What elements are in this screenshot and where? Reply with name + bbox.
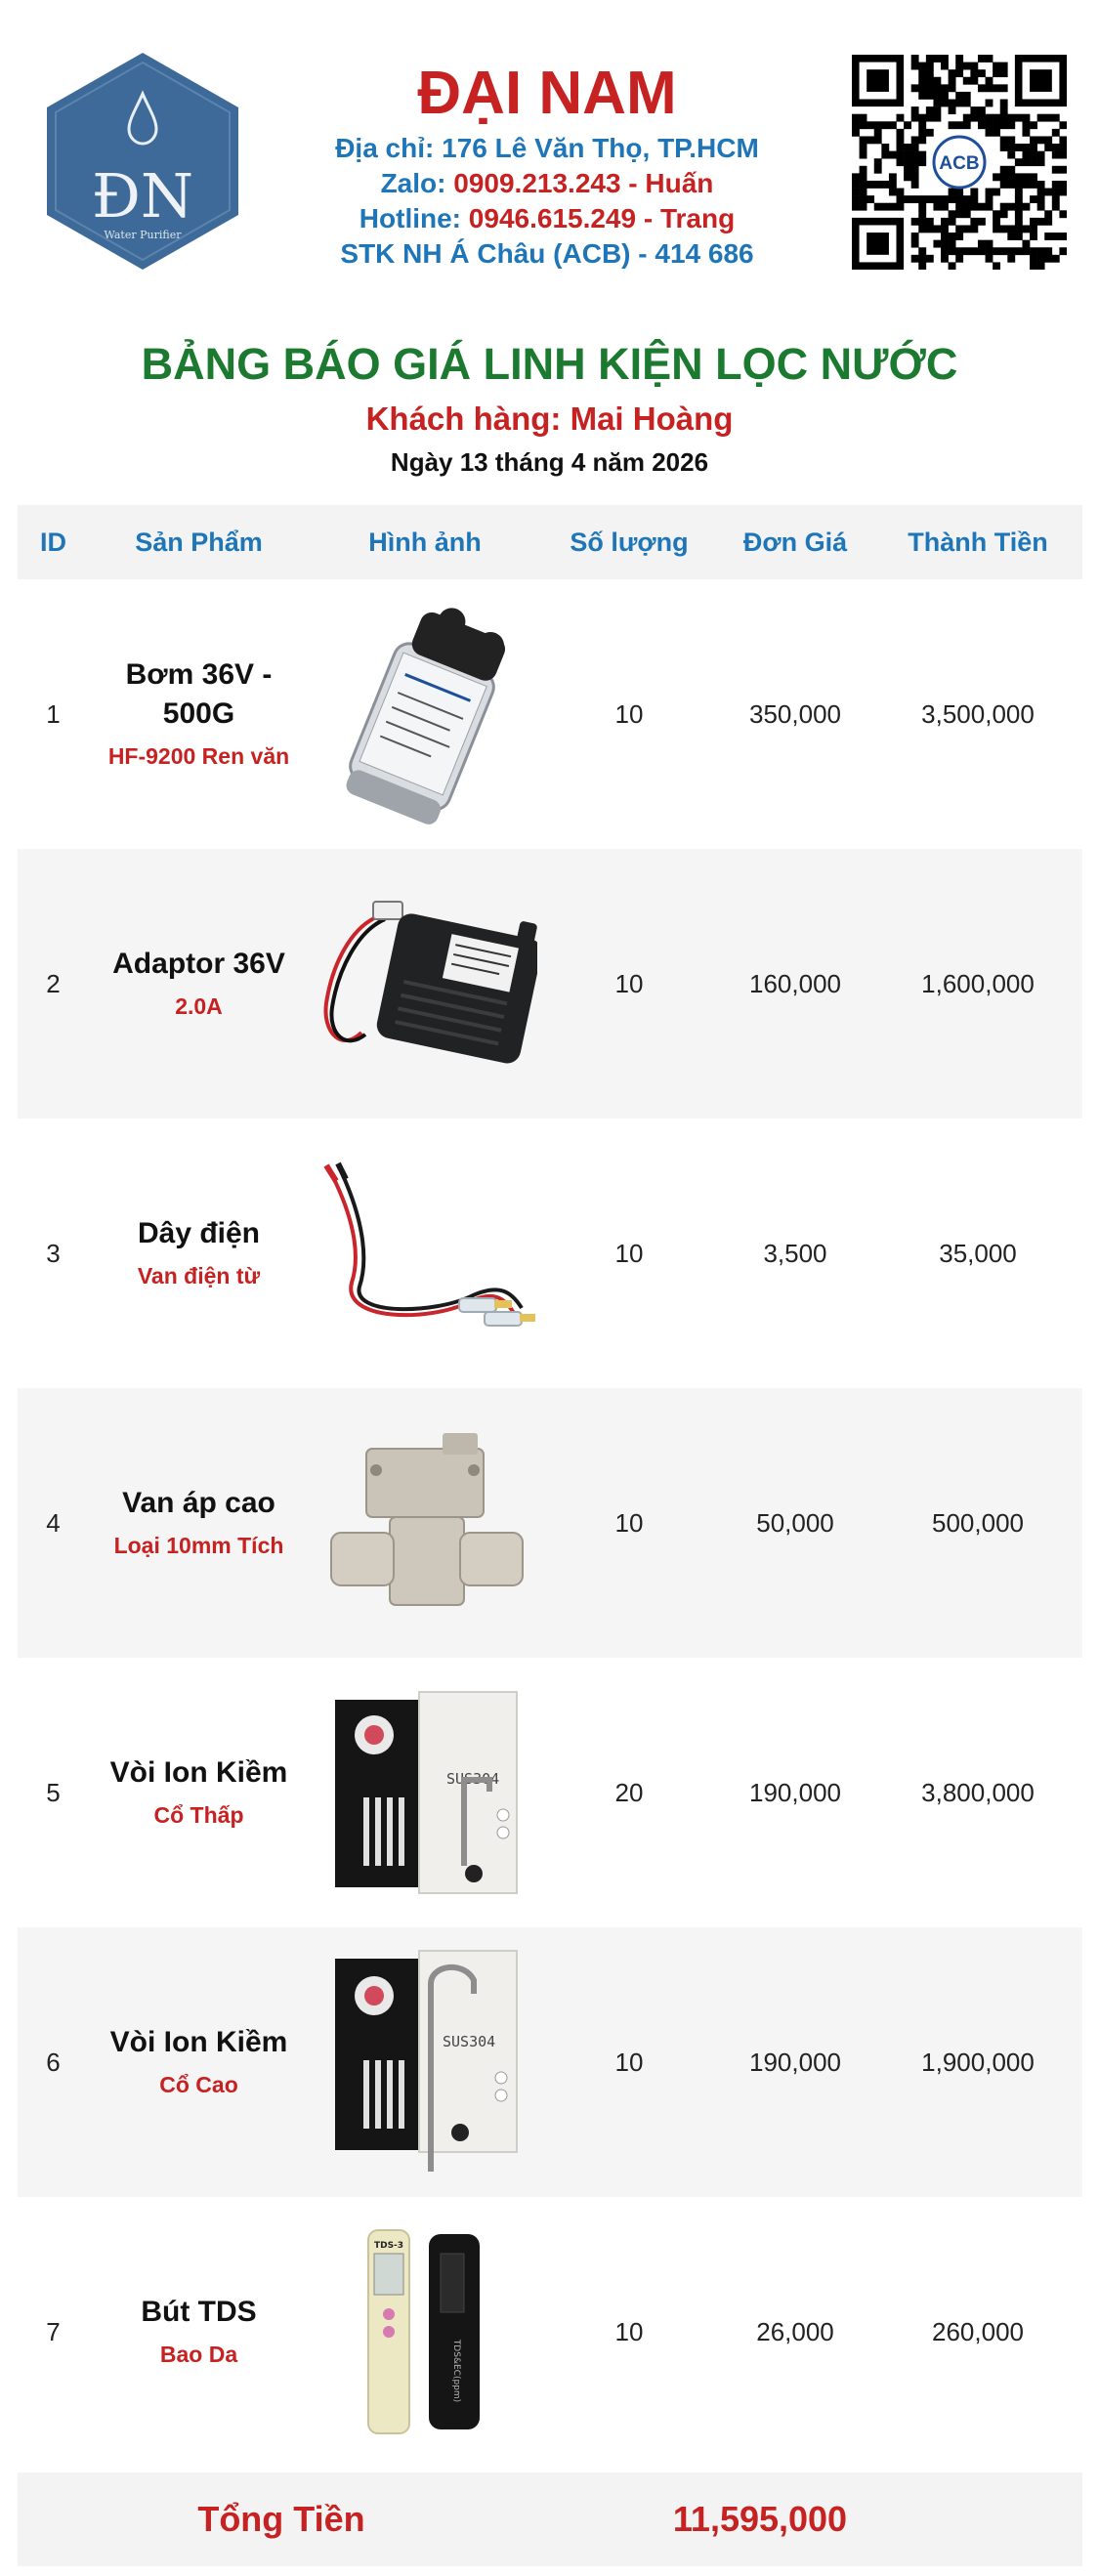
line-amount: 3,500,000 xyxy=(921,698,1035,729)
hotline-label: Hotline: xyxy=(359,203,469,233)
table-row xyxy=(18,2197,1082,2467)
unit-price: 190,000 xyxy=(749,1777,841,1807)
row-id: 3 xyxy=(46,1238,61,1268)
product-cell xyxy=(89,2293,309,2371)
company-info xyxy=(283,57,811,272)
line-amount: 35,000 xyxy=(939,1238,1017,1268)
row-id: 5 xyxy=(46,1777,61,1807)
page-title: BẢNG BÁO GIÁ LINH KIỆN LỌC NƯỚC xyxy=(141,339,958,389)
product-name: Bơm 36V - 500G xyxy=(125,658,273,730)
quantity: 10 xyxy=(614,2316,644,2346)
hotline-line xyxy=(283,201,811,236)
tds-pen-label: TDS-3 xyxy=(373,2241,404,2251)
table-row xyxy=(18,1927,1082,2197)
acb-badge-label: ACB xyxy=(939,153,980,174)
zalo-label: Zalo: xyxy=(380,168,454,198)
total-row xyxy=(18,2472,1082,2566)
product-spec: Bao Da xyxy=(159,2342,238,2367)
product-spec: HF-9200 Ren văn xyxy=(107,743,290,769)
pump-icon xyxy=(317,597,532,831)
product-image xyxy=(309,1388,541,1658)
column-header-product: Sản Phẩm xyxy=(135,527,263,557)
total-value: 11,595,000 xyxy=(672,2499,848,2539)
product-cell xyxy=(89,1484,309,1562)
product-cell xyxy=(89,945,309,1023)
table-row xyxy=(18,1658,1082,1927)
column-header-quantity: Số lượng xyxy=(570,527,689,557)
product-name: Adaptor 36V xyxy=(112,948,285,980)
column-header-id: ID xyxy=(40,527,66,557)
brand-name: ĐẠI NAM xyxy=(417,60,677,127)
product-spec: Loại 10mm Tích xyxy=(113,1533,284,1558)
quote-table xyxy=(18,505,1082,2566)
product-spec: Van điện từ xyxy=(137,1263,261,1288)
product-spec: Cổ Cao xyxy=(159,2072,238,2097)
product-spec: 2.0A xyxy=(175,993,223,1019)
unit-price: 350,000 xyxy=(749,698,841,729)
table-row xyxy=(18,849,1082,1119)
product-image xyxy=(309,1927,541,2197)
company-logo xyxy=(43,51,242,272)
quantity: 10 xyxy=(614,698,644,729)
row-id: 4 xyxy=(46,1507,61,1538)
line-amount: 1,900,000 xyxy=(921,2047,1035,2077)
quantity: 10 xyxy=(614,1507,644,1538)
zalo-line xyxy=(283,166,811,201)
product-image xyxy=(309,1658,541,1927)
quantity: 20 xyxy=(614,1777,644,1807)
row-id: 7 xyxy=(46,2316,61,2346)
total-label: Tổng Tiền xyxy=(197,2499,365,2539)
address-value: 176 Lê Văn Thọ, TP.HCM xyxy=(442,133,759,163)
line-amount: 260,000 xyxy=(932,2316,1024,2346)
address-label: Địa chỉ: xyxy=(335,133,443,163)
table-header xyxy=(18,505,1082,579)
table-row xyxy=(18,1388,1082,1658)
sus304-label: SUS304 xyxy=(443,2033,496,2050)
product-image xyxy=(309,849,541,1119)
line-amount: 1,600,000 xyxy=(921,968,1035,998)
product-image xyxy=(309,2197,541,2467)
column-header-image: Hình ảnh xyxy=(368,527,482,557)
product-image xyxy=(309,1119,541,1388)
unit-price: 26,000 xyxy=(756,2316,834,2346)
product-cell xyxy=(89,1753,309,1832)
quantity: 10 xyxy=(614,968,644,998)
tds-pen-icon xyxy=(347,2224,503,2439)
product-image xyxy=(309,579,541,849)
unit-price: 160,000 xyxy=(749,968,841,998)
valve-icon xyxy=(317,1425,532,1621)
column-header-amount: Thành Tiền xyxy=(908,527,1048,557)
logo-monogram: ĐN xyxy=(91,160,194,232)
quantity: 10 xyxy=(614,2047,644,2077)
table-row xyxy=(18,579,1082,849)
unit-price: 190,000 xyxy=(749,2047,841,2077)
zalo-number[interactable]: 0909.213.243 xyxy=(453,168,621,198)
line-amount: 3,800,000 xyxy=(921,1777,1035,1807)
adaptor-icon xyxy=(313,886,537,1081)
product-name: Dây điện xyxy=(137,1217,261,1249)
product-name: Vòi Ion Kiềm xyxy=(109,1756,288,1789)
faucet-kit-icon xyxy=(327,1945,523,2179)
product-cell xyxy=(89,2023,309,2101)
column-header-unit-price: Đơn Giá xyxy=(742,527,848,557)
quantity: 10 xyxy=(614,1238,644,1268)
customer-name: Khách hàng: Mai Hoàng xyxy=(365,401,734,437)
hotline-number[interactable]: 0946.615.249 xyxy=(468,203,637,233)
wire-icon xyxy=(313,1156,537,1351)
product-name: Vòi Ion Kiềm xyxy=(109,2026,288,2058)
zalo-name: - Huấn xyxy=(620,168,714,198)
line-amount: 500,000 xyxy=(932,1507,1024,1538)
row-id: 6 xyxy=(46,2047,61,2077)
product-spec: Cổ Thấp xyxy=(153,1802,244,1828)
product-name: Van áp cao xyxy=(122,1487,275,1519)
row-id: 1 xyxy=(46,698,61,729)
unit-price: 50,000 xyxy=(756,1507,834,1538)
sus304-label: SUS304 xyxy=(446,1770,500,1788)
tds-case-label: TDS&EC(ppm) xyxy=(451,2339,461,2403)
product-cell xyxy=(89,1214,309,1292)
quote-date: Ngày 13 tháng 4 năm 2026 xyxy=(390,447,709,477)
product-name: Bút TDS xyxy=(141,2296,257,2328)
table-row xyxy=(18,1119,1082,1388)
logo-tagline: Water Purifier xyxy=(104,229,182,241)
faucet-kit-icon xyxy=(327,1690,523,1895)
unit-price: 3,500 xyxy=(763,1238,827,1268)
product-cell xyxy=(89,655,309,773)
bank-account-line: STK NH Á Châu (ACB) - 414 686 xyxy=(340,238,754,269)
hotline-name: - Trang xyxy=(636,203,736,233)
row-id: 2 xyxy=(46,968,61,998)
address-line xyxy=(283,131,811,166)
qr-code xyxy=(852,55,1067,270)
